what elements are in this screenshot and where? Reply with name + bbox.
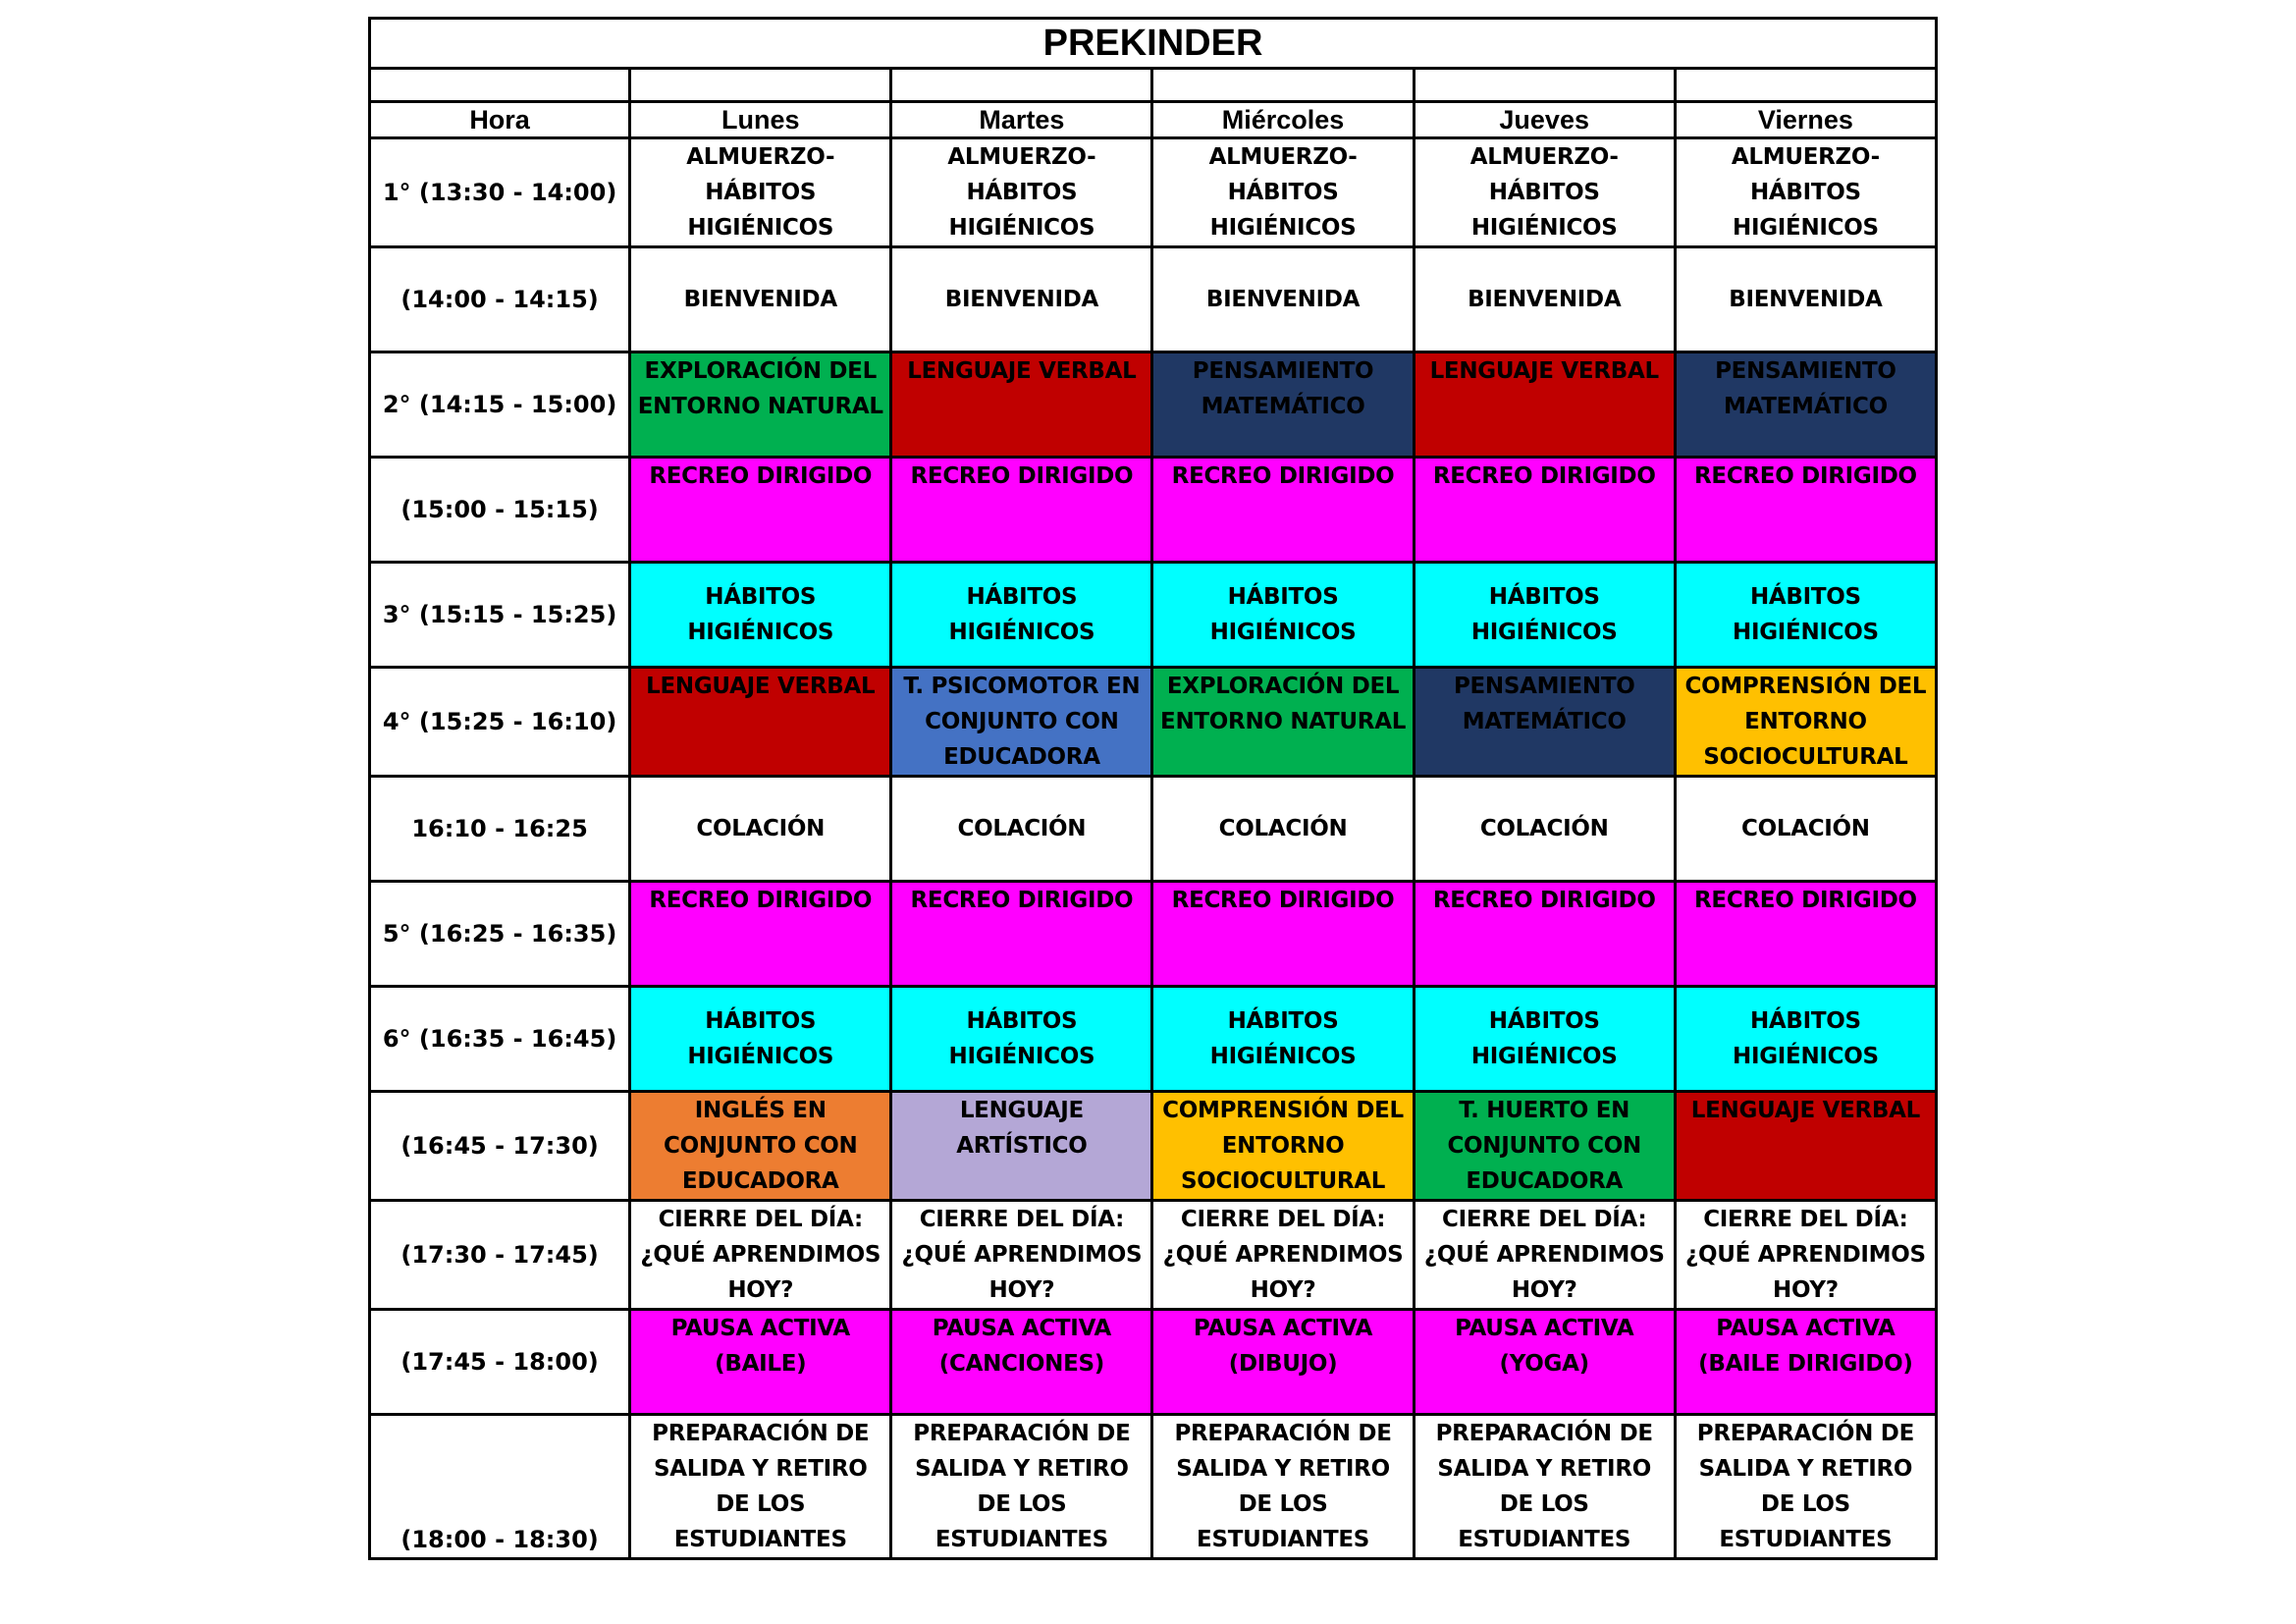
schedule-row bbox=[370, 247, 1937, 352]
schedule-row bbox=[370, 987, 1937, 1092]
activity-cell-jueves: PREPARACIÓN DE SALIDA Y RETIRO DE LOS ESTUDIANTES bbox=[1414, 1415, 1675, 1559]
activity-cell-lunes: PAUSA ACTIVA (BAILE) bbox=[630, 1310, 891, 1415]
title-row bbox=[370, 19, 1937, 69]
activity-cell-jueves: PAUSA ACTIVA (YOGA) bbox=[1414, 1310, 1675, 1415]
header-martes: Martes bbox=[891, 102, 1152, 138]
activity-cell-viernes: PENSAMIENTO MATEMÁTICO bbox=[1675, 352, 1936, 458]
activity-cell-miercoles: HÁBITOS HIGIÉNICOS bbox=[1152, 563, 1414, 668]
activity-cell-martes: BIENVENIDA bbox=[891, 247, 1152, 352]
activity-cell-jueves: CIERRE DEL DÍA: ¿QUÉ APRENDIMOS HOY? bbox=[1414, 1201, 1675, 1310]
activity-cell-martes: PAUSA ACTIVA (CANCIONES) bbox=[891, 1310, 1152, 1415]
schedule-row bbox=[370, 1310, 1937, 1415]
spacer-cell bbox=[370, 69, 630, 102]
schedule-row bbox=[370, 668, 1937, 777]
activity-cell-miercoles: PREPARACIÓN DE SALIDA Y RETIRO DE LOS ESTUDIANTES bbox=[1152, 1415, 1414, 1559]
time-cell: 2° (14:15 - 15:00) bbox=[370, 352, 630, 458]
activity-cell-lunes: RECREO DIRIGIDO bbox=[630, 882, 891, 987]
header-row bbox=[370, 102, 1937, 138]
activity-cell-viernes: COLACIÓN bbox=[1675, 777, 1936, 882]
time-cell: (17:45 - 18:00) bbox=[370, 1310, 630, 1415]
activity-cell-martes: LENGUAJE VERBAL bbox=[891, 352, 1152, 458]
activity-cell-viernes: ALMUERZO- HÁBITOS HIGIÉNICOS bbox=[1675, 138, 1936, 247]
activity-cell-jueves: T. HUERTO EN CONJUNTO CON EDUCADORA bbox=[1414, 1092, 1675, 1201]
activity-cell-jueves: RECREO DIRIGIDO bbox=[1414, 458, 1675, 563]
schedule-row bbox=[370, 882, 1937, 987]
time-cell: 4° (15:25 - 16:10) bbox=[370, 668, 630, 777]
activity-cell-viernes: CIERRE DEL DÍA: ¿QUÉ APRENDIMOS HOY? bbox=[1675, 1201, 1936, 1310]
spacer-cell bbox=[1414, 69, 1675, 102]
schedule-row bbox=[370, 777, 1937, 882]
activity-cell-lunes: EXPLORACIÓN DEL ENTORNO NATURAL bbox=[630, 352, 891, 458]
time-cell: 3° (15:15 - 15:25) bbox=[370, 563, 630, 668]
activity-cell-jueves: COLACIÓN bbox=[1414, 777, 1675, 882]
activity-cell-lunes: INGLÉS EN CONJUNTO CON EDUCADORA bbox=[630, 1092, 891, 1201]
header-miercoles: Miércoles bbox=[1152, 102, 1414, 138]
spacer-cell bbox=[1675, 69, 1936, 102]
activity-cell-viernes: RECREO DIRIGIDO bbox=[1675, 882, 1936, 987]
header-hora: Hora bbox=[370, 102, 630, 138]
activity-cell-viernes: LENGUAJE VERBAL bbox=[1675, 1092, 1936, 1201]
activity-cell-martes: RECREO DIRIGIDO bbox=[891, 458, 1152, 563]
activity-cell-miercoles: BIENVENIDA bbox=[1152, 247, 1414, 352]
time-cell: (15:00 - 15:15) bbox=[370, 458, 630, 563]
activity-cell-viernes: COMPRENSIÓN DEL ENTORNO SOCIOCULTURAL bbox=[1675, 668, 1936, 777]
activity-cell-lunes: BIENVENIDA bbox=[630, 247, 891, 352]
activity-cell-jueves: LENGUAJE VERBAL bbox=[1414, 352, 1675, 458]
header-lunes: Lunes bbox=[630, 102, 891, 138]
activity-cell-martes: LENGUAJE ARTÍSTICO bbox=[891, 1092, 1152, 1201]
activity-cell-jueves: PENSAMIENTO MATEMÁTICO bbox=[1414, 668, 1675, 777]
time-cell: (16:45 - 17:30) bbox=[370, 1092, 630, 1201]
activity-cell-jueves: HÁBITOS HIGIÉNICOS bbox=[1414, 987, 1675, 1092]
spacer-cell bbox=[1152, 69, 1414, 102]
activity-cell-lunes: COLACIÓN bbox=[630, 777, 891, 882]
activity-cell-viernes: HÁBITOS HIGIÉNICOS bbox=[1675, 987, 1936, 1092]
activity-cell-martes: CIERRE DEL DÍA: ¿QUÉ APRENDIMOS HOY? bbox=[891, 1201, 1152, 1310]
activity-cell-martes: PREPARACIÓN DE SALIDA Y RETIRO DE LOS ESTUDIANTES bbox=[891, 1415, 1152, 1559]
header-jueves: Jueves bbox=[1414, 102, 1675, 138]
spacer-cell bbox=[630, 69, 891, 102]
activity-cell-viernes: PREPARACIÓN DE SALIDA Y RETIRO DE LOS ESTUDIANTES bbox=[1675, 1415, 1936, 1559]
time-cell: (17:30 - 17:45) bbox=[370, 1201, 630, 1310]
activity-cell-lunes: ALMUERZO- HÁBITOS HIGIÉNICOS bbox=[630, 138, 891, 247]
schedule-row bbox=[370, 1092, 1937, 1201]
activity-cell-jueves: HÁBITOS HIGIÉNICOS bbox=[1414, 563, 1675, 668]
activity-cell-jueves: BIENVENIDA bbox=[1414, 247, 1675, 352]
activity-cell-lunes: PREPARACIÓN DE SALIDA Y RETIRO DE LOS ESTUDIANTES bbox=[630, 1415, 891, 1559]
time-cell: 6° (16:35 - 16:45) bbox=[370, 987, 630, 1092]
activity-cell-miercoles: HÁBITOS HIGIÉNICOS bbox=[1152, 987, 1414, 1092]
schedule-table bbox=[368, 17, 1938, 1560]
activity-cell-martes: T. PSICOMOTOR EN CONJUNTO CON EDUCADORA bbox=[891, 668, 1152, 777]
activity-cell-miercoles: PAUSA ACTIVA (DIBUJO) bbox=[1152, 1310, 1414, 1415]
activity-cell-viernes: HÁBITOS HIGIÉNICOS bbox=[1675, 563, 1936, 668]
time-cell: 16:10 - 16:25 bbox=[370, 777, 630, 882]
activity-cell-viernes: BIENVENIDA bbox=[1675, 247, 1936, 352]
activity-cell-miercoles: PENSAMIENTO MATEMÁTICO bbox=[1152, 352, 1414, 458]
activity-cell-miercoles: RECREO DIRIGIDO bbox=[1152, 882, 1414, 987]
activity-cell-lunes: CIERRE DEL DÍA: ¿QUÉ APRENDIMOS HOY? bbox=[630, 1201, 891, 1310]
activity-cell-lunes: RECREO DIRIGIDO bbox=[630, 458, 891, 563]
spacer-row bbox=[370, 69, 1937, 102]
schedule-row bbox=[370, 352, 1937, 458]
activity-cell-miercoles: COLACIÓN bbox=[1152, 777, 1414, 882]
activity-cell-lunes: HÁBITOS HIGIÉNICOS bbox=[630, 987, 891, 1092]
schedule-row bbox=[370, 1415, 1937, 1559]
activity-cell-martes: ALMUERZO- HÁBITOS HIGIÉNICOS bbox=[891, 138, 1152, 247]
activity-cell-martes: HÁBITOS HIGIÉNICOS bbox=[891, 987, 1152, 1092]
activity-cell-martes: HÁBITOS HIGIÉNICOS bbox=[891, 563, 1152, 668]
time-cell: (14:00 - 14:15) bbox=[370, 247, 630, 352]
time-cell: 5° (16:25 - 16:35) bbox=[370, 882, 630, 987]
activity-cell-lunes: LENGUAJE VERBAL bbox=[630, 668, 891, 777]
schedule-row bbox=[370, 138, 1937, 247]
activity-cell-jueves: ALMUERZO- HÁBITOS HIGIÉNICOS bbox=[1414, 138, 1675, 247]
schedule-row bbox=[370, 1201, 1937, 1310]
schedule-row bbox=[370, 563, 1937, 668]
activity-cell-martes: COLACIÓN bbox=[891, 777, 1152, 882]
schedule-body bbox=[370, 138, 1937, 1559]
time-cell: (18:00 - 18:30) bbox=[370, 1415, 630, 1559]
spacer-cell bbox=[891, 69, 1152, 102]
schedule-row bbox=[370, 458, 1937, 563]
activity-cell-viernes: PAUSA ACTIVA (BAILE DIRIGIDO) bbox=[1675, 1310, 1936, 1415]
activity-cell-martes: RECREO DIRIGIDO bbox=[891, 882, 1152, 987]
page-title: PREKINDER bbox=[370, 19, 1937, 69]
activity-cell-viernes: RECREO DIRIGIDO bbox=[1675, 458, 1936, 563]
activity-cell-miercoles: ALMUERZO- HÁBITOS HIGIÉNICOS bbox=[1152, 138, 1414, 247]
activity-cell-lunes: HÁBITOS HIGIÉNICOS bbox=[630, 563, 891, 668]
activity-cell-miercoles: RECREO DIRIGIDO bbox=[1152, 458, 1414, 563]
activity-cell-miercoles: COMPRENSIÓN DEL ENTORNO SOCIOCULTURAL bbox=[1152, 1092, 1414, 1201]
activity-cell-miercoles: EXPLORACIÓN DEL ENTORNO NATURAL bbox=[1152, 668, 1414, 777]
time-cell: 1° (13:30 - 14:00) bbox=[370, 138, 630, 247]
activity-cell-miercoles: CIERRE DEL DÍA: ¿QUÉ APRENDIMOS HOY? bbox=[1152, 1201, 1414, 1310]
activity-cell-jueves: RECREO DIRIGIDO bbox=[1414, 882, 1675, 987]
header-viernes: Viernes bbox=[1675, 102, 1936, 138]
